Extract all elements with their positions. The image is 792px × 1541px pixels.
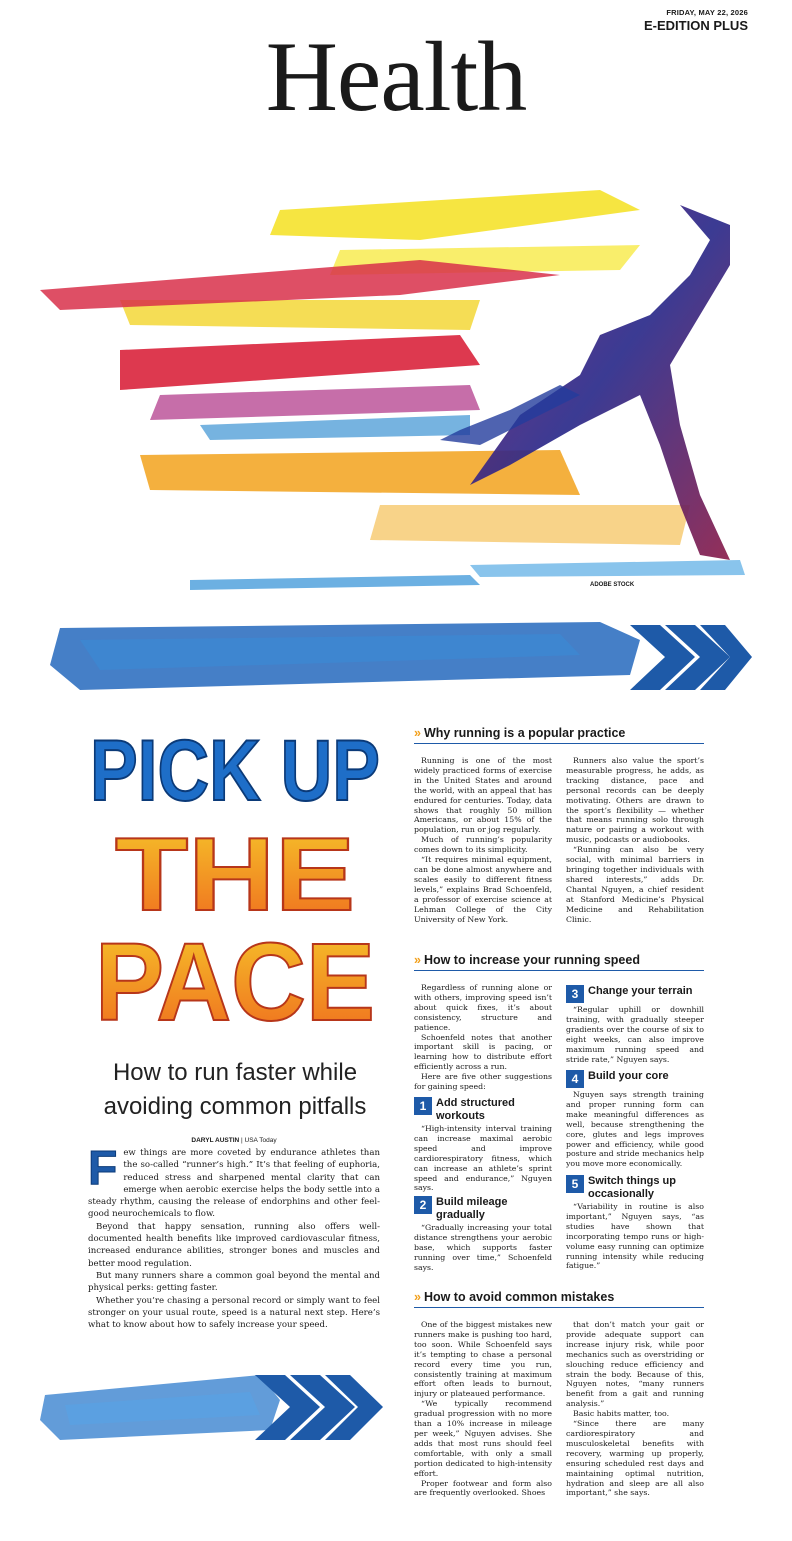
drop-cap: F	[88, 1142, 118, 1195]
tip-1	[414, 1097, 552, 1193]
headline-line-2: THE	[115, 817, 355, 933]
tip-number: 5	[566, 1175, 584, 1193]
tip-number: 1	[414, 1097, 432, 1115]
deck-line-1: How to run faster while	[112, 1059, 358, 1086]
headline-line-1: PICK UP	[90, 723, 380, 819]
tip-heading: Build mileage gradually	[436, 1196, 508, 1221]
tip-heading: Build your core	[588, 1070, 669, 1082]
tip-heading: Change your terrain	[588, 985, 693, 997]
section-heading-speed: » How to increase your running speed	[414, 953, 704, 971]
headline-line-3: PACE	[95, 921, 375, 1044]
tip-3	[566, 985, 704, 1064]
tip-number: 2	[414, 1196, 432, 1214]
chevron-icon: »	[414, 953, 421, 967]
intro-p1: ew things are more coveted by endurance athletes than the so-called “runner’s high.” It’s that feeling of euphoria, reduced stress and sharpened mental clarity that can emerge when aerobic exercise helps the body settle into a steady rhythm, causing the release of endorphins and other feel-good neurochemicals to flow.	[88, 1148, 380, 1220]
intro-p2: Beyond that happy sensation, running also offers well-documented health benefits like improved cardiovascular fitness, increased endurance abilities, stronger bones and muscles and better mood regulation.	[88, 1221, 380, 1269]
intro-p3: But many runners share a common goal beyond the mental and physical perks: getting faster.	[88, 1270, 380, 1294]
section1-col2: Runners also value the sport’s measurable progress, he adds, as tracking distance, pace and personal records can be deeply motivating. Others are drawn to the sport’s flexibility — whether that means running solo through nature or pairing a workout with music, podcasts or audiobooks. “Running can also be very social, with minimal barriers in bringing together individuals with shared interests,” adds Dr. Chantal Nguyen, a chief resident at Stanford Medicine’s Physical Medicine and Rehabilitation Clinic.	[566, 756, 704, 924]
tip-2	[414, 1196, 552, 1273]
intro-paragraph	[88, 1142, 380, 1221]
tip-number: 3	[566, 985, 584, 1003]
hero-illustration	[40, 165, 752, 605]
deck	[80, 1056, 390, 1124]
arrow-banner-bottom	[40, 1370, 385, 1445]
section2-intro: Regardless of running alone or with others, improving speed isn’t about quick fixes, it’s about consistency, structure and patience. Schoenfeld notes that another important skill is pacing, or learning how to distribute effort efficiently across a run. Here are five other suggestions for gaining speed:	[414, 983, 552, 1092]
section-heading-mistakes: » How to avoid common mistakes	[414, 1290, 704, 1308]
intro-body	[88, 1142, 380, 1331]
byline-author: DARYL AUSTIN	[191, 1137, 240, 1144]
tip-5	[566, 1175, 704, 1271]
byline-outlet: USA Today	[244, 1137, 277, 1144]
photo-credit: ADOBE STOCK	[590, 582, 635, 588]
section1-col1: Running is one of the most widely practiced forms of exercise in the United States and around the world, with an appeal that has endured for centuries. Today, data shows that roughly 50 million Americans, or about 15% of the population, run or jog regularly. Much of running’s popularity comes down to its simplicity. “It requires minimal equipment, can be done almost anywhere and scales easily to different fitness levels,” explains Brad Schoenfeld, a professor of exercise science at Lehman College of the City University of New York.	[414, 756, 552, 924]
tip-heading: Add structured workouts	[436, 1097, 515, 1122]
section3-col2: that don’t match your gait or provide adequate support can increase injury risk, while poor mechanics such as overstriding or slouching reduce efficiency and strain the body. Because of this, Nguyen notes, “many runners benefit from a gait and running analysis.” Basic habits matter, too. “Since there are many cardiorespiratory and musculoskeletal benefits with recovery, warming up properly, ensuring scheduled rest days and maintaining optimal nutrition, hydration and sleep are all also important,” she says.	[566, 1320, 704, 1498]
issue-date: FRIDAY, MAY 22, 2026	[666, 8, 748, 17]
intro-p4: Whether you’re chasing a personal record or simply want to feel stronger on your usual route, speed is a natural next step. Here’s what to know about how to safely increase your speed.	[88, 1295, 380, 1331]
tip-4	[566, 1070, 704, 1169]
edition-label: E-EDITION PLUS	[643, 18, 748, 33]
byline	[88, 1137, 380, 1144]
tip-text: “Variability in routine is also important,” Nguyen says, “as studies have shown that incorporating tempo runs or high-volume easy running can optimize running intensity while reducing fatigue.”	[566, 1202, 704, 1271]
tip-text: Nguyen says strength training and proper running form can make meaningful differences as well, because strengthening the core, glutes and legs improves power and efficiency, while good posture and stride mechanics help you move more economically.	[566, 1090, 704, 1169]
chevron-icon: »	[414, 726, 421, 740]
arrow-banner	[40, 620, 752, 695]
tip-text: “Regular uphill or downhill training, with gradually steeper gradients over the course of six to eight weeks, can also improve maximum running speed and stride rate,” Nguyen says.	[566, 1005, 704, 1064]
section-heading-popular: » Why running is a popular practice	[414, 726, 704, 744]
section-masthead: Health	[265, 21, 527, 132]
tip-text: “High-intensity interval training can increase maximal aerobic speed and improve cardiorespiratory fitness, which can increase an athlete’s sprint speed and endurance,” Nguyen says.	[414, 1124, 552, 1193]
tip-text: “Gradually increasing your total distance strengthens your aerobic base, which supports faster running over time,” Schoenfeld says.	[414, 1223, 552, 1272]
headline-graphic	[80, 720, 390, 1050]
tip-heading: Switch things up occasionally	[588, 1175, 676, 1200]
chevron-icon: »	[414, 1290, 421, 1304]
byline-separator: |	[241, 1137, 243, 1144]
deck-line-2: avoiding common pitfalls	[103, 1093, 367, 1120]
tip-number: 4	[566, 1070, 584, 1088]
section3-col1: One of the biggest mistakes new runners make is pushing too hard, too soon. While Schoenfeld says it’s tempting to chase a personal record every time you run, consistently training at maximum effort often leads to burnout, injury or plateaued performance. “We typically recommend gradual progression with no more than a 10% increase in mileage per week,” Nguyen advises. She adds that most runs should feel comfortable, with only a small portion dedicated to high-intensity effort. Proper footwear and form also are frequently overlooked. Shoes	[414, 1320, 552, 1498]
